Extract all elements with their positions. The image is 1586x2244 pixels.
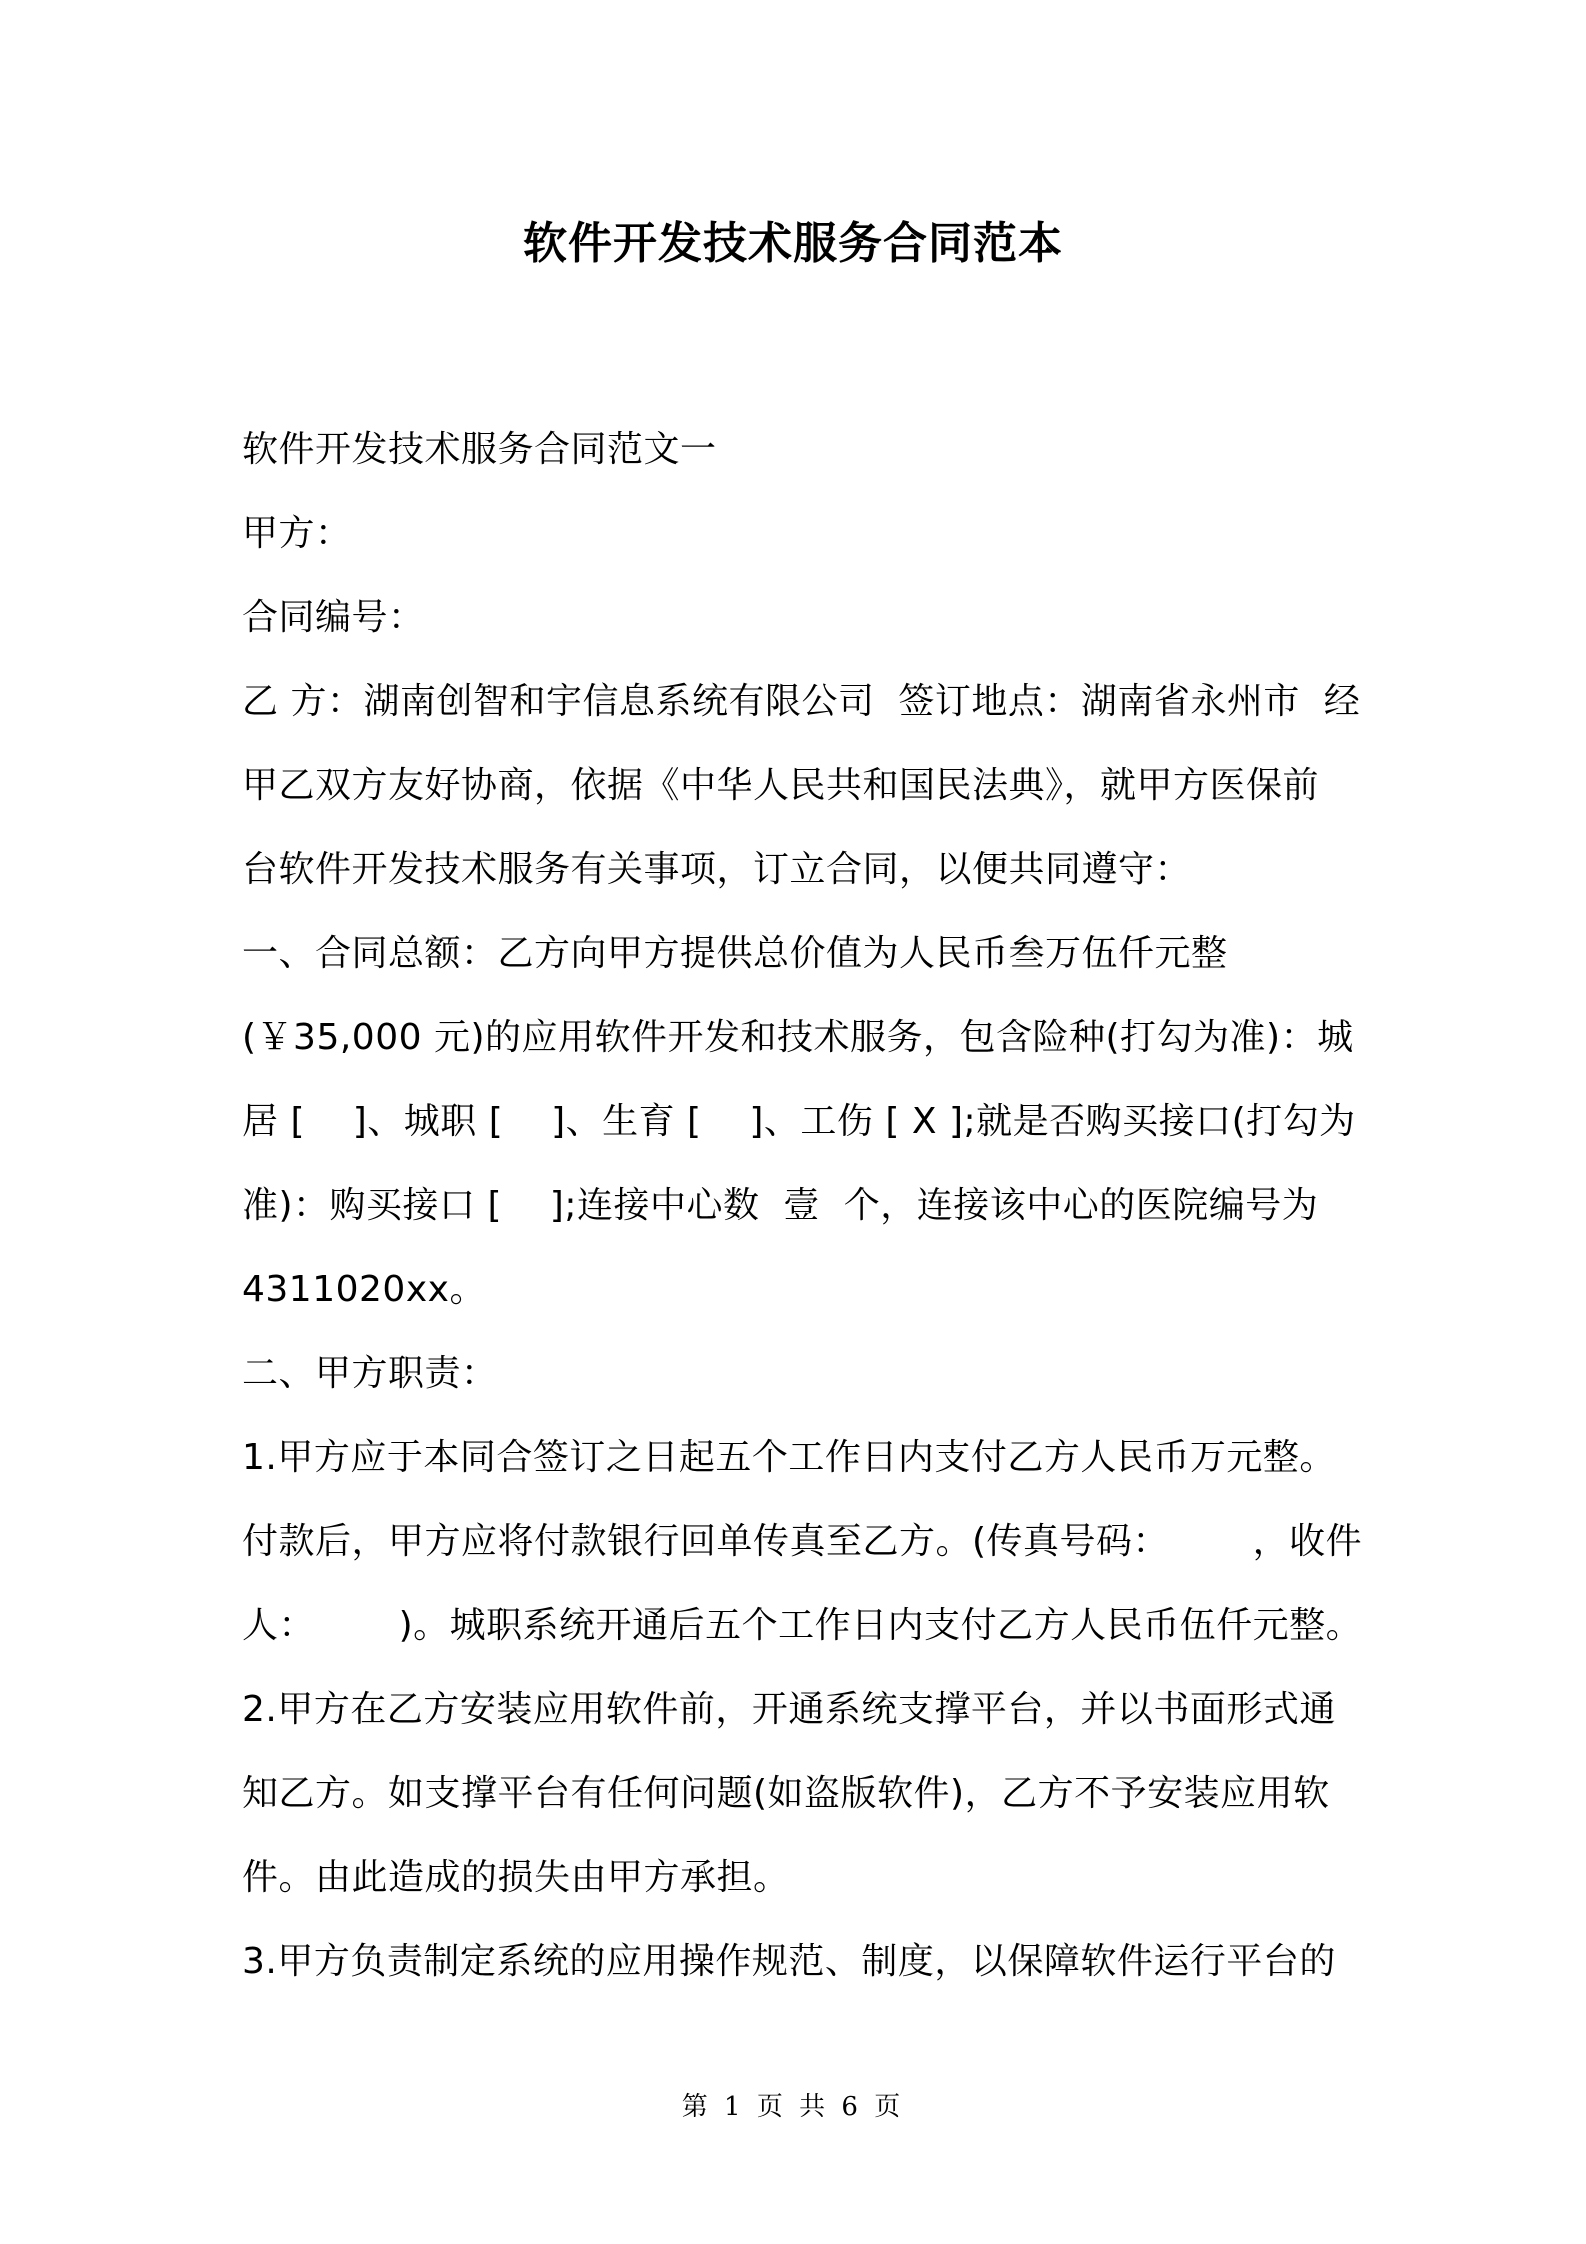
body-line: 二、甲方职责： <box>242 1353 498 1394</box>
body-line: 准)：购买接口 [ ];连接中心数 壹 个，连接该中心的医院编号为 <box>242 1185 1319 1226</box>
page-number-footer: 第 1 页 共 6 页 <box>681 2092 905 2122</box>
body-line: 4311020xx。 <box>242 1269 486 1310</box>
body-line: 3.甲方负责制定系统的应用操作规范、制度，以保障软件运行平台的 <box>242 1941 1336 1982</box>
body-line: 1.甲方应于本同合签订之日起五个工作日内支付乙方人民币万元整。 <box>242 1437 1336 1478</box>
document-title: 软件开发技术服务合同范本 <box>523 218 1063 269</box>
body-line: 付款后，甲方应将付款银行回单传真至乙方。(传真号码： ，收件 <box>242 1521 1363 1562</box>
document-body <box>242 408 1363 2004</box>
body-line: 乙 方：湖南创智和宇信息系统有限公司 签订地点：湖南省永州市 经 <box>242 681 1361 722</box>
body-line: 甲乙双方友好协商，依据《中华人民共和国民法典》，就甲方医保前 <box>242 765 1320 806</box>
body-line: 知乙方。如支撑平台有任何问题(如盗版软件)，乙方不予安装应用软 <box>242 1773 1330 1814</box>
body-line: 软件开发技术服务合同范文一 <box>242 429 717 470</box>
body-line: 合同编号： <box>242 597 425 638</box>
body-line: 人： )。城职系统开通后五个工作日内支付乙方人民币伍仟元整。 <box>242 1605 1363 1646</box>
body-line: 居 [ ]、城职 [ ]、生育 [ ]、工伤 [ X ];就是否购买接口(打勾为 <box>242 1101 1356 1142</box>
body-line: (￥35,000 元)的应用软件开发和技术服务，包含险种(打勾为准)：城 <box>242 1017 1354 1058</box>
body-line: 2.甲方在乙方安装应用软件前，开通系统支撑平台，并以书面形式通 <box>242 1689 1336 1730</box>
body-line: 甲方： <box>242 513 352 554</box>
body-line: 一、合同总额：乙方向甲方提供总价值为人民币叁万伍仟元整 <box>242 933 1228 974</box>
body-line: 台软件开发技术服务有关事项，订立合同，以便共同遵守： <box>242 849 1192 890</box>
body-line: 件。由此造成的损失由甲方承担。 <box>242 1857 790 1898</box>
